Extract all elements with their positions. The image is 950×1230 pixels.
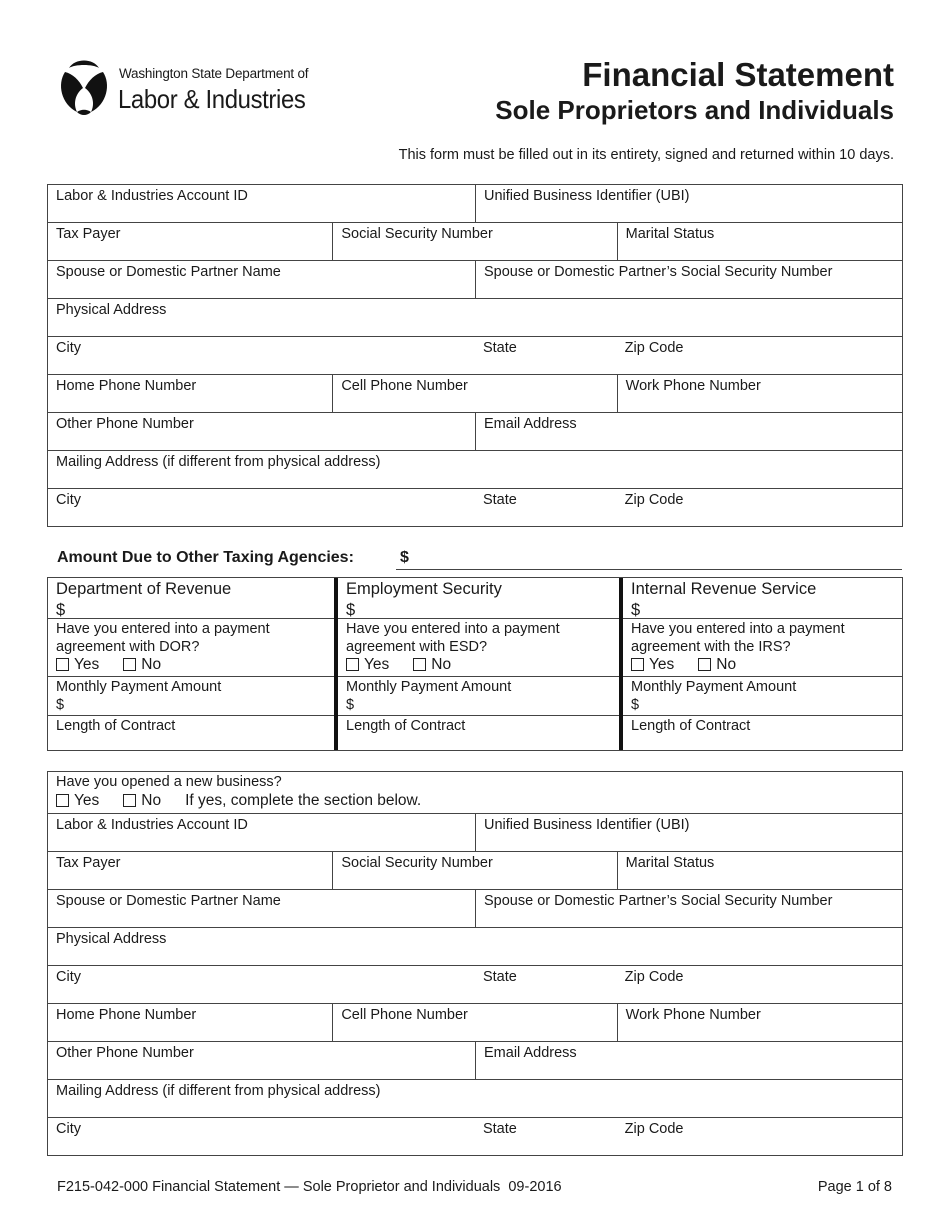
agency-amount: $ bbox=[346, 601, 356, 619]
ssn-field[interactable]: Social Security Number bbox=[332, 852, 616, 889]
state-field[interactable]: State bbox=[482, 969, 517, 985]
form-row bbox=[48, 299, 902, 337]
spouse-ssn-field[interactable]: Spouse or Domestic Partner’s Social Security Number bbox=[475, 890, 902, 927]
ssn-field[interactable]: Social Security Number bbox=[332, 223, 616, 260]
yes-no-options bbox=[346, 656, 619, 674]
form-row bbox=[48, 337, 902, 375]
agency-prefix: Washington State Department of bbox=[119, 66, 309, 81]
amount-due-dollar: $ bbox=[400, 549, 409, 566]
payment-agreement-cell bbox=[338, 619, 619, 677]
monthly-payment-cell[interactable] bbox=[338, 677, 619, 716]
account-id-field[interactable]: Labor & Industries Account ID bbox=[56, 188, 248, 204]
monthly-payment-label: Monthly Payment Amount bbox=[346, 679, 512, 695]
yes-label: Yes bbox=[74, 656, 100, 673]
no-checkbox[interactable] bbox=[123, 658, 136, 671]
form-row bbox=[48, 1080, 902, 1118]
physical-address-field[interactable]: Physical Address bbox=[56, 931, 167, 947]
cell-phone-field[interactable]: Cell Phone Number bbox=[332, 1004, 616, 1041]
form-row bbox=[48, 413, 902, 451]
agency-name-cell[interactable] bbox=[623, 578, 902, 619]
form-id-footer: F215-042-000 Financial Statement — Sole Proprietor and Individuals 09-2016 bbox=[57, 1179, 562, 1195]
account-id-field[interactable]: Labor & Industries Account ID bbox=[56, 817, 248, 833]
contract-length-label: Length of Contract bbox=[631, 718, 751, 734]
contract-length-cell[interactable] bbox=[48, 716, 334, 755]
no-checkbox[interactable] bbox=[413, 658, 426, 671]
monthly-payment-label: Monthly Payment Amount bbox=[56, 679, 222, 695]
payment-agreement-question: Have you entered into a payment agreement with DOR? bbox=[56, 621, 270, 655]
yes-checkbox[interactable] bbox=[631, 658, 644, 671]
payment-agreement-question: Have you entered into a payment agreement with ESD? bbox=[346, 621, 560, 655]
other-phone-field[interactable]: Other Phone Number bbox=[56, 1045, 194, 1061]
no-label: No bbox=[141, 656, 162, 673]
agency-name-cell[interactable] bbox=[338, 578, 619, 619]
payment-agreement-cell bbox=[48, 619, 334, 677]
form-row bbox=[48, 489, 902, 527]
city-field[interactable]: City bbox=[56, 340, 81, 356]
cell-phone-field[interactable]: Cell Phone Number bbox=[332, 375, 616, 412]
mailing-address-field[interactable]: Mailing Address (if different from physical address) bbox=[56, 1083, 381, 1099]
form-row bbox=[48, 1004, 902, 1042]
spouse-name-field[interactable]: Spouse or Domestic Partner Name bbox=[56, 264, 281, 280]
monthly-payment-cell[interactable] bbox=[48, 677, 334, 716]
mailing-zip-field[interactable]: Zip Code bbox=[624, 492, 684, 508]
agency-logo-mark bbox=[55, 54, 113, 118]
form-row bbox=[48, 375, 902, 413]
physical-address-field[interactable]: Physical Address bbox=[56, 302, 167, 318]
form-row bbox=[48, 814, 902, 852]
other-phone-field[interactable]: Other Phone Number bbox=[56, 416, 194, 432]
contract-length-label: Length of Contract bbox=[56, 718, 176, 734]
agency-name: Employment Security bbox=[346, 580, 502, 598]
form-row bbox=[48, 261, 902, 299]
mailing-state-field[interactable]: State bbox=[482, 492, 517, 508]
marital-status-field[interactable]: Marital Status bbox=[617, 223, 902, 260]
yes-label: Yes bbox=[74, 792, 100, 809]
new-business-question-cell bbox=[48, 772, 902, 813]
state-field[interactable]: State bbox=[482, 340, 517, 356]
agency-logo bbox=[55, 54, 325, 120]
form-row bbox=[48, 451, 902, 489]
yes-no-options bbox=[56, 656, 334, 674]
no-label: No bbox=[716, 656, 737, 673]
tax-payer-field[interactable]: Tax Payer bbox=[56, 226, 121, 242]
contract-length-cell[interactable] bbox=[338, 716, 619, 755]
form-subtitle: Sole Proprietors and Individuals bbox=[495, 95, 894, 125]
agency-column-dor bbox=[48, 578, 334, 750]
form-title: Financial Statement bbox=[582, 56, 894, 93]
contract-length-cell[interactable] bbox=[623, 716, 902, 755]
form-notice: This form must be filled out in its entirety, signed and returned within 10 days. bbox=[398, 147, 894, 163]
agency-name: Internal Revenue Service bbox=[631, 580, 817, 598]
yes-checkbox[interactable] bbox=[56, 658, 69, 671]
ubi-field[interactable]: Unified Business Identifier (UBI) bbox=[475, 185, 902, 222]
work-phone-field[interactable]: Work Phone Number bbox=[617, 1004, 902, 1041]
form-row bbox=[48, 1118, 902, 1156]
no-checkbox[interactable] bbox=[123, 794, 136, 807]
agency-name: Labor & Industries bbox=[118, 84, 306, 114]
home-phone-field[interactable]: Home Phone Number bbox=[56, 1007, 197, 1023]
mailing-address-field[interactable]: Mailing Address (if different from physical address) bbox=[56, 454, 381, 470]
new-business-grid bbox=[47, 771, 903, 1156]
monthly-payment-cell[interactable] bbox=[623, 677, 902, 716]
zip-field[interactable]: Zip Code bbox=[624, 969, 684, 985]
tax-payer-field[interactable]: Tax Payer bbox=[56, 855, 121, 871]
ubi-field[interactable]: Unified Business Identifier (UBI) bbox=[475, 814, 902, 851]
agency-name: Department of Revenue bbox=[56, 580, 232, 598]
spouse-name-field[interactable]: Spouse or Domestic Partner Name bbox=[56, 893, 281, 909]
no-label: No bbox=[141, 792, 162, 809]
city-field[interactable]: City bbox=[56, 969, 81, 985]
home-phone-field[interactable]: Home Phone Number bbox=[56, 378, 197, 394]
payment-agreement-cell bbox=[623, 619, 902, 677]
form-row bbox=[48, 223, 902, 261]
form-row bbox=[48, 185, 902, 223]
form-row bbox=[48, 852, 902, 890]
contract-length-label: Length of Contract bbox=[346, 718, 466, 734]
yes-checkbox[interactable] bbox=[56, 794, 69, 807]
form-row bbox=[48, 1042, 902, 1080]
form-row bbox=[48, 966, 902, 1004]
agencies-table bbox=[47, 577, 903, 751]
amount-due-label: Amount Due to Other Taxing Agencies: bbox=[57, 549, 354, 566]
mailing-city-field[interactable]: City bbox=[56, 492, 81, 508]
agency-amount: $ bbox=[631, 601, 641, 619]
zip-field[interactable]: Zip Code bbox=[624, 340, 684, 356]
yes-label: Yes bbox=[649, 656, 675, 673]
monthly-payment-dollar: $ bbox=[631, 697, 640, 713]
page-number: Page 1 of 8 bbox=[817, 1179, 892, 1195]
new-business-question: Have you opened a new business? bbox=[56, 774, 282, 790]
yes-checkbox[interactable] bbox=[346, 658, 359, 671]
mailing-city-field[interactable]: City bbox=[56, 1121, 81, 1137]
monthly-payment-dollar: $ bbox=[346, 697, 355, 713]
agency-column-irs bbox=[619, 578, 902, 750]
new-business-instruction: If yes, complete the section below. bbox=[185, 792, 422, 809]
amount-due-input[interactable] bbox=[396, 569, 902, 570]
taxpayer-info-grid bbox=[47, 184, 903, 527]
new-business-options bbox=[56, 791, 902, 810]
agency-amount: $ bbox=[56, 601, 66, 619]
mailing-state-field[interactable]: State bbox=[482, 1121, 517, 1137]
monthly-payment-label: Monthly Payment Amount bbox=[631, 679, 797, 695]
spouse-ssn-field[interactable]: Spouse or Domestic Partner’s Social Security Number bbox=[475, 261, 902, 298]
marital-status-field[interactable]: Marital Status bbox=[617, 852, 902, 889]
yes-no-options bbox=[631, 656, 902, 674]
agency-column-esd bbox=[334, 578, 619, 750]
yes-label: Yes bbox=[364, 656, 390, 673]
payment-agreement-question: Have you entered into a payment agreement with the IRS? bbox=[631, 621, 845, 655]
form-row bbox=[48, 890, 902, 928]
mailing-zip-field[interactable]: Zip Code bbox=[624, 1121, 684, 1137]
work-phone-field[interactable]: Work Phone Number bbox=[617, 375, 902, 412]
monthly-payment-dollar: $ bbox=[56, 697, 65, 713]
email-field[interactable]: Email Address bbox=[475, 413, 902, 450]
new-business-question-row bbox=[48, 772, 902, 814]
agency-name-cell[interactable] bbox=[48, 578, 334, 619]
no-label: No bbox=[431, 656, 452, 673]
email-field[interactable]: Email Address bbox=[475, 1042, 902, 1079]
no-checkbox[interactable] bbox=[698, 658, 711, 671]
form-row bbox=[48, 928, 902, 966]
